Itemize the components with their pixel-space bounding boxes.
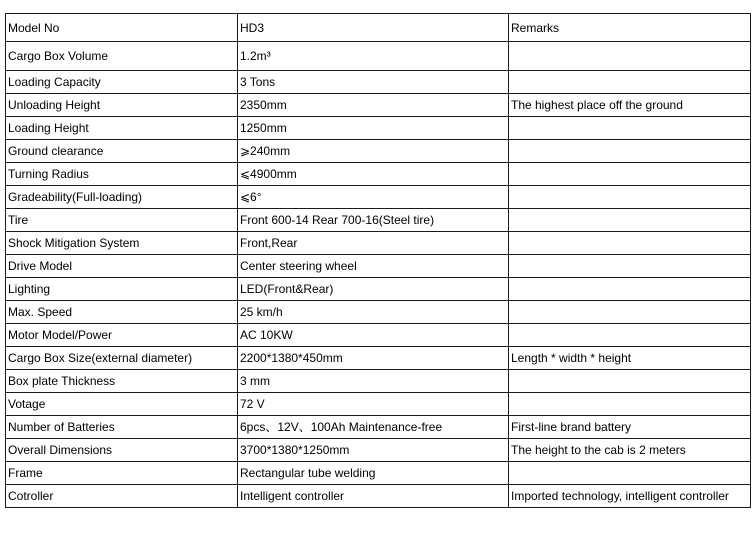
row-value-cell: Center steering wheel bbox=[238, 255, 509, 278]
row-label-cell: Shock Mitigation System bbox=[6, 232, 238, 255]
row-value-cell: 2350mm bbox=[238, 94, 509, 117]
row-remarks-cell bbox=[509, 42, 751, 71]
row-label-cell: Cotroller bbox=[6, 485, 238, 508]
table-row bbox=[6, 117, 751, 140]
row-label-cell: Frame bbox=[6, 462, 238, 485]
table-row bbox=[6, 301, 751, 324]
row-remarks-cell: The highest place off the ground bbox=[509, 94, 751, 117]
row-label-cell: Gradeability(Full-loading) bbox=[6, 186, 238, 209]
table-row bbox=[6, 71, 751, 94]
table-row bbox=[6, 186, 751, 209]
row-remarks-cell bbox=[509, 186, 751, 209]
table-row bbox=[6, 462, 751, 485]
row-label-cell: Loading Capacity bbox=[6, 71, 238, 94]
row-remarks-cell bbox=[509, 462, 751, 485]
row-remarks-cell bbox=[509, 117, 751, 140]
row-remarks-cell bbox=[509, 232, 751, 255]
row-label-cell: Box plate Thickness bbox=[6, 370, 238, 393]
row-remarks-cell bbox=[509, 278, 751, 301]
row-value-cell: Front 600-14 Rear 700-16(Steel tire) bbox=[238, 209, 509, 232]
table-row bbox=[6, 485, 751, 508]
table-header-row bbox=[6, 14, 751, 42]
row-remarks-cell bbox=[509, 163, 751, 186]
header-cell-remarks: Remarks bbox=[509, 14, 751, 42]
row-label-cell: Cargo Box Volume bbox=[6, 42, 238, 71]
row-remarks-cell bbox=[509, 140, 751, 163]
row-label-cell: Cargo Box Size(external diameter) bbox=[6, 347, 238, 370]
row-value-cell: ⩽6° bbox=[238, 186, 509, 209]
table-row bbox=[6, 324, 751, 347]
table-row bbox=[6, 94, 751, 117]
row-remarks-cell bbox=[509, 255, 751, 278]
row-label-cell: Turning Radius bbox=[6, 163, 238, 186]
table-row bbox=[6, 416, 751, 439]
row-label-cell: Number of Batteries bbox=[6, 416, 238, 439]
row-value-cell: 1250mm bbox=[238, 117, 509, 140]
row-label-cell: Unloading Height bbox=[6, 94, 238, 117]
row-label-cell: Tire bbox=[6, 209, 238, 232]
table-row bbox=[6, 393, 751, 416]
specification-table-body bbox=[6, 14, 751, 508]
table-row bbox=[6, 163, 751, 186]
row-remarks-cell: Imported technology, intelligent controller bbox=[509, 485, 751, 508]
row-value-cell: Rectangular tube welding bbox=[238, 462, 509, 485]
row-value-cell: Front,Rear bbox=[238, 232, 509, 255]
table-row bbox=[6, 209, 751, 232]
table-row bbox=[6, 370, 751, 393]
table-row bbox=[6, 255, 751, 278]
row-label-cell: Lighting bbox=[6, 278, 238, 301]
table-row bbox=[6, 439, 751, 462]
row-remarks-cell bbox=[509, 209, 751, 232]
row-label-cell: Votage bbox=[6, 393, 238, 416]
row-remarks-cell bbox=[509, 301, 751, 324]
row-value-cell: Intelligent controller bbox=[238, 485, 509, 508]
table-row bbox=[6, 278, 751, 301]
row-remarks-cell bbox=[509, 393, 751, 416]
row-value-cell: AC 10KW bbox=[238, 324, 509, 347]
row-value-cell: ⩾240mm bbox=[238, 140, 509, 163]
row-value-cell: 6pcs、12V、100Ah Maintenance-free bbox=[238, 416, 509, 439]
row-value-cell: 1.2m³ bbox=[238, 42, 509, 71]
row-remarks-cell bbox=[509, 370, 751, 393]
row-value-cell: ⩽4900mm bbox=[238, 163, 509, 186]
row-label-cell: Max. Speed bbox=[6, 301, 238, 324]
row-label-cell: Loading Height bbox=[6, 117, 238, 140]
row-value-cell: 3 mm bbox=[238, 370, 509, 393]
row-value-cell: 3700*1380*1250mm bbox=[238, 439, 509, 462]
table-row bbox=[6, 140, 751, 163]
row-remarks-cell: First-line brand battery bbox=[509, 416, 751, 439]
header-cell-model-no: Model No bbox=[6, 14, 238, 42]
row-remarks-cell: Length * width * height bbox=[509, 347, 751, 370]
row-label-cell: Overall Dimensions bbox=[6, 439, 238, 462]
row-label-cell: Drive Model bbox=[6, 255, 238, 278]
row-value-cell: 72 V bbox=[238, 393, 509, 416]
row-remarks-cell bbox=[509, 71, 751, 94]
row-value-cell: 3 Tons bbox=[238, 71, 509, 94]
row-label-cell: Motor Model/Power bbox=[6, 324, 238, 347]
row-value-cell: LED(Front&Rear) bbox=[238, 278, 509, 301]
row-value-cell: 2200*1380*450mm bbox=[238, 347, 509, 370]
specification-table bbox=[5, 13, 751, 508]
table-row bbox=[6, 42, 751, 71]
table-row bbox=[6, 347, 751, 370]
row-label-cell: Ground clearance bbox=[6, 140, 238, 163]
row-value-cell: 25 km/h bbox=[238, 301, 509, 324]
header-cell-model-value: HD3 bbox=[238, 14, 509, 42]
row-remarks-cell: The height to the cab is 2 meters bbox=[509, 439, 751, 462]
row-remarks-cell bbox=[509, 324, 751, 347]
table-row bbox=[6, 232, 751, 255]
